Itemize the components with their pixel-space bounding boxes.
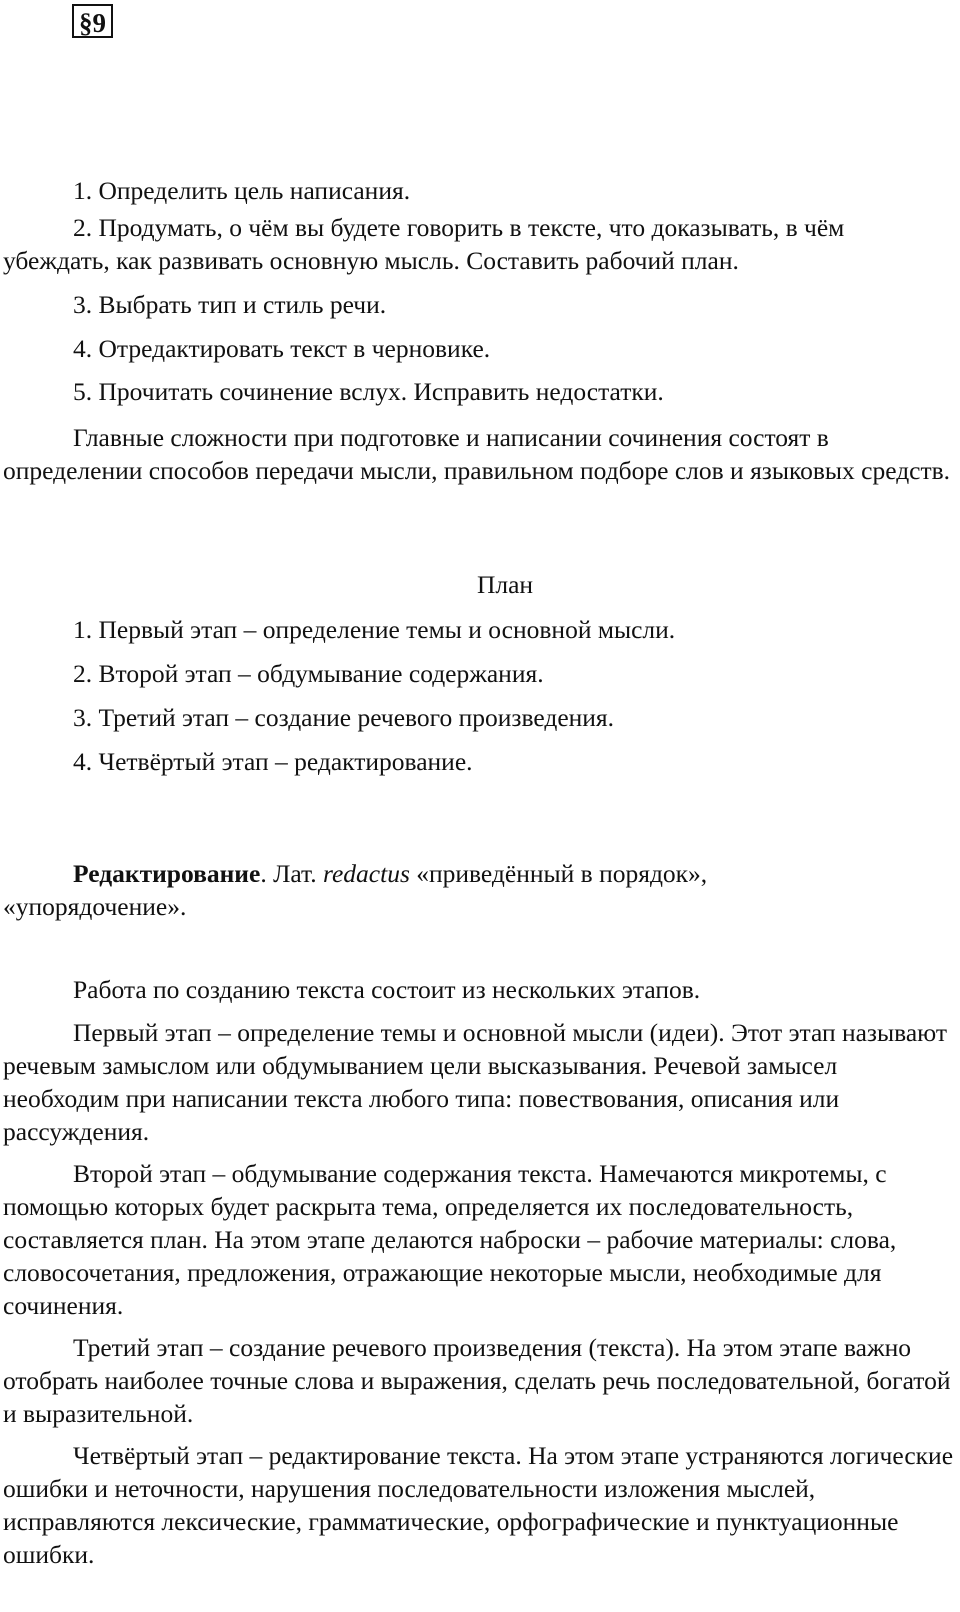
step-1: 1. Определить цель написания.: [73, 176, 411, 205]
definition-lang: . Лат.: [260, 859, 323, 888]
plan-item-3: 3. Третий этап – создание речевого произведения.: [73, 703, 615, 732]
definition-paragraph: [3, 857, 803, 923]
stage-3-paragraph: Третий этап – создание речевого произведения (текста). На этом этапе важно отобрать наиболее точные слова и выражения, сделать речь последовательной, богатой и выразительной.: [3, 1333, 951, 1428]
stage-1-paragraph: Первый этап – определение темы и основной мысли (идеи). Этот этап называют речевым замыслом или обдумыванием цели высказывания. Речевой замысел необходим при написании текста любого типа: повествования, описания или рассуждения.: [3, 1018, 948, 1146]
plan-item-1: 1. Первый этап – определение темы и основной мысли.: [73, 615, 676, 644]
plan-item-2: 2. Второй этап – обдумывание содержания.: [73, 659, 544, 688]
stage-2-paragraph: Второй этап – обдумывание содержания текста. Намечаются микротемы, с помощью которых будет раскрыта тема, определяется их последовательность, составляется план. На этом этапе делаются наброски – рабочие материалы: слова, словосочетания, предложения, отражающие некоторые мысли, необходимые для сочинения.: [3, 1159, 897, 1320]
step-2: 2. Продумать, о чём вы будете говорить в тексте, что доказывать, в чём убеждать, как развивать основную мысль. Составить рабочий план.: [3, 213, 845, 275]
stage-4-paragraph: Четвёртый этап – редактирование текста. На этом этапе устраняются логические ошибки и неточности, нарушения последовательности изложения мыслей, исправляются лексические, грамматические, орфографические и пунктуационные ошибки.: [3, 1441, 954, 1569]
step-4: 4. Отредактировать текст в черновике.: [73, 334, 491, 363]
section-number-badge: §9: [72, 4, 113, 38]
definition-meaning: «приведённый в порядок», «упорядочение».: [3, 859, 708, 921]
plan-item-4: 4. Четвёртый этап – редактирование.: [73, 747, 473, 776]
step-3: 3. Выбрать тип и стиль речи.: [73, 290, 387, 319]
difficulties-paragraph: Главные сложности при подготовке и написании сочинения состоят в определении способов передачи мысли, правильном подборе слов и языковых средств.: [3, 423, 951, 485]
definition-latin: redactus: [323, 859, 410, 888]
plan-title: План: [476, 570, 534, 599]
stages-intro: Работа по созданию текста состоит из нескольких этапов.: [73, 975, 701, 1004]
step-5: 5. Прочитать сочинение вслух. Исправить недостатки.: [73, 377, 664, 406]
definition-term: Редактирование: [73, 859, 261, 888]
